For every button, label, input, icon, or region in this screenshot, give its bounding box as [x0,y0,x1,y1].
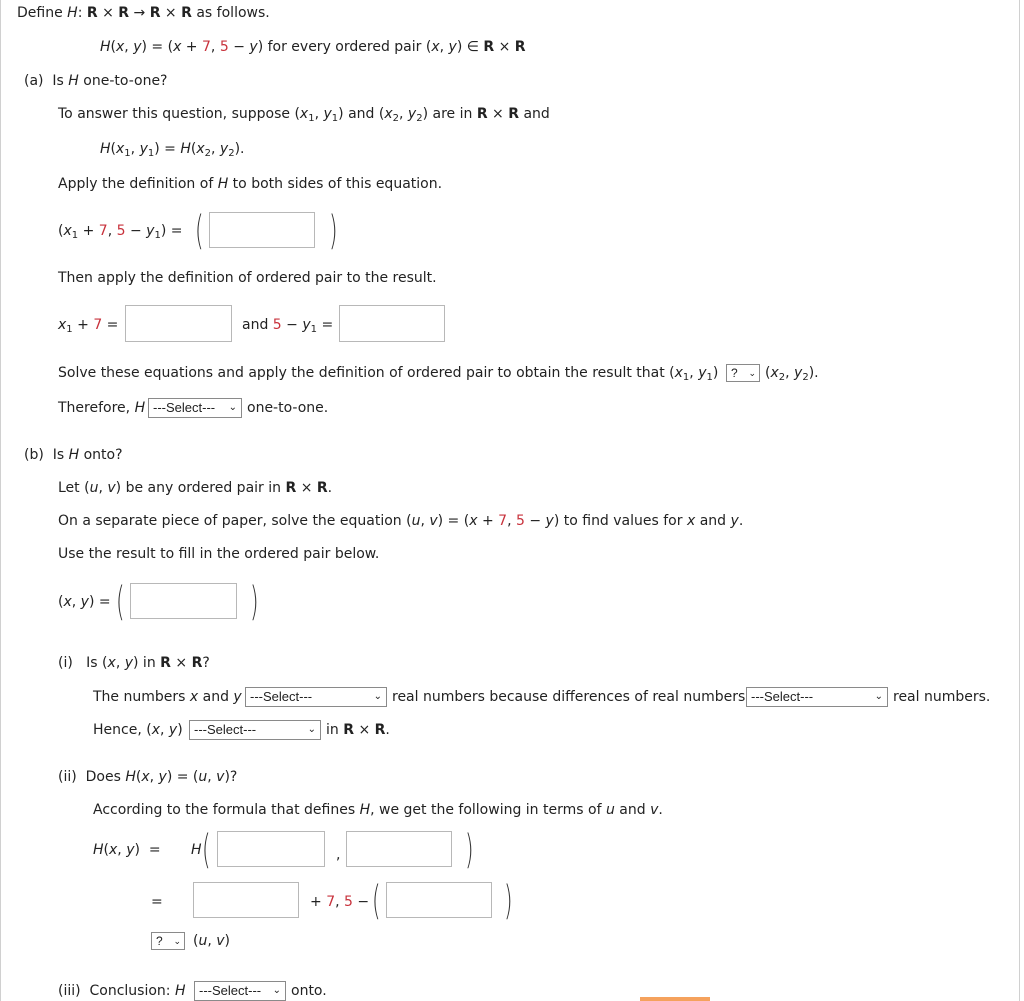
end-text: real numbers. [893,689,991,705]
sub-i-label: (i) Is (x, y) in R × R? [58,655,210,671]
lhs-expr: ($x_1 + 7$, $5 - y_1$) = [58,223,183,241]
onto-select[interactable]: ---Select--- ⌄ [194,981,286,1001]
eq2-lhs: and $5 - y_1$ = [242,317,334,335]
numbers-text: The numbers x and y [93,689,242,705]
close-paren: ) [329,208,338,254]
h-symbol: H [191,842,202,858]
close-paren: ) [504,878,513,924]
formula-text: According to the formula that defines H, we get the following in terms of u and v. [93,802,663,818]
pair-answer-input[interactable] [209,212,315,248]
xy-answer-input[interactable] [130,583,237,619]
therefore-end: one-to-one. [247,400,329,416]
open-paren: ( [195,208,204,254]
in-rxr-select[interactable]: ---Select--- ⌄ [189,720,321,740]
uv-relation-select[interactable]: ? ⌄ [151,932,185,950]
mid-text: real numbers because differences of real numbers [392,689,746,705]
h-arg-y-input[interactable] [346,831,452,867]
open-paren: ( [202,827,211,873]
xy-expr: (x, y) = [58,594,111,610]
eq1-lhs: $x_1 + 7$ = [58,317,119,335]
relation-select[interactable]: ? ⌄ [726,364,760,382]
paper-text: On a separate piece of paper, solve the equation (u, v) = (x + 7, 5 − y) to find values for x and y. [58,513,744,529]
part-b-label: (b) Is H onto? [24,447,123,463]
x1-answer-input[interactable] [125,305,232,342]
then-text: Then apply the definition of ordered pair to the result. [58,270,437,286]
onto-end: onto. [291,983,327,999]
comma-sep: , [336,847,341,863]
formula-line: H(x, y) = (x + 7, 5 − y) for every ordered pair (x, y) ∈ R × R [100,39,526,55]
therefore-text: Therefore, H [58,400,146,416]
open-paren: ( [116,579,125,625]
solve-end: ($x_2$, $y_2$). [765,365,819,383]
are-real-select[interactable]: ---Select--- ⌄ [245,687,387,707]
equals-sign: = [151,894,163,910]
y1-answer-input[interactable] [339,305,445,342]
let-text: Let (u, v) be any ordered pair in R × R. [58,480,333,496]
equation-text: $H(x_1$, $y_1) = H(x_2$, $y_2$). [100,141,245,159]
close-paren: ) [250,579,259,625]
first-comp-input[interactable] [193,882,299,918]
solve-text: Solve these equations and apply the definition of ordered pair to obtain the result that ($x_1$, $y_1$) [58,365,719,383]
hxy-label: H(x, y) = [93,842,161,858]
scroll-accent [640,997,710,1001]
h-arg-x-input[interactable] [217,831,325,867]
suppose-text: To answer this question, suppose ($x_1$, $y_1$) and ($x_2$, $y_2$) are in R × R and [58,106,550,124]
define-line: Define H: R × R → R × R as follows. [17,5,270,21]
second-comp-input[interactable] [386,882,492,918]
use-text: Use the result to fill in the ordered pair below. [58,546,380,562]
sub-ii-label: (ii) Does H(x, y) = (u, v)? [58,769,238,785]
hence-end: in R × R. [326,722,390,738]
apply-text: Apply the definition of H to both sides of this equation. [58,176,443,192]
sub-iii-label: (iii) Conclusion: H [58,983,186,999]
plus-text: + 7, 5 − [310,894,370,910]
open-paren: ( [372,878,381,924]
part-a-label: (a) Is H one-to-one? [24,73,168,89]
close-paren: ) [465,827,474,873]
uv-text: (u, v) [193,933,231,949]
differences-select[interactable]: ---Select--- ⌄ [746,687,888,707]
one-to-one-select[interactable]: ---Select--- ⌄ [148,398,242,418]
hence-text: Hence, (x, y) [93,722,183,738]
